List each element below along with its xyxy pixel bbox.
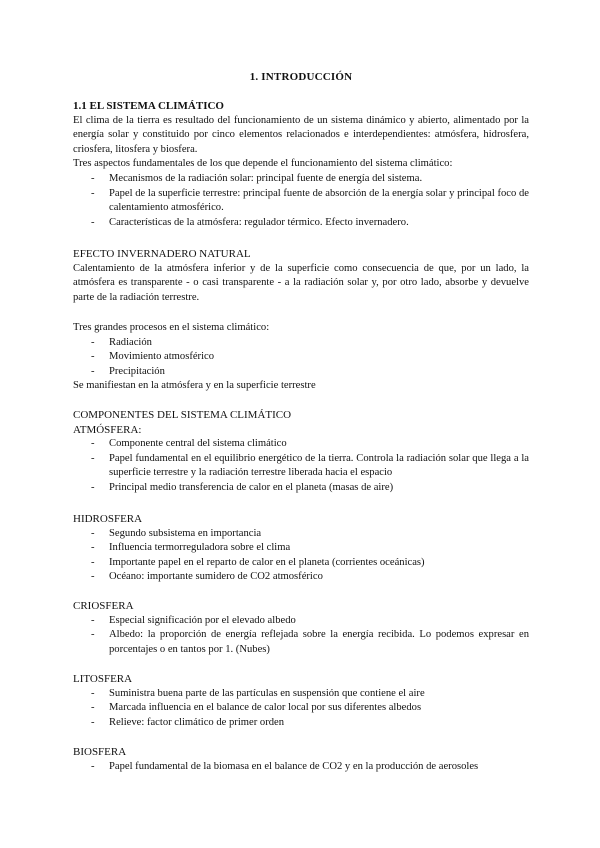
section-procesos — [73, 321, 529, 394]
section-criosfera — [73, 599, 529, 657]
list-item: - Papel de la superficie terrestre: principal fuente de absorción de la energía solar y principal foco de calentamiento atmosférico. — [73, 187, 529, 216]
section-componentes — [73, 408, 529, 496]
list-item: - Segundo subsistema en importancia — [73, 527, 529, 542]
list-item: - Especial significación por el elevado albedo — [73, 614, 529, 629]
list-item: - Importante papel en el reparto de calor en el planeta (corrientes oceánicas) — [73, 556, 529, 571]
criosfera-list — [73, 614, 529, 658]
procesos-list — [73, 336, 529, 380]
atmosfera-heading: ATMÓSFERA: — [73, 423, 142, 436]
atmosfera-list — [73, 437, 529, 495]
section-efecto-invernadero — [73, 247, 529, 305]
list-item: - Componente central del sistema climático — [73, 437, 529, 452]
intro-paragraph: El clima de la tierra es resultado del funcionamiento de un sistema dinámico y abierto, alimentado por la energía solar y constituido por cinco elementos relacionados e interdependientes: atmósfera, hidrosfera, criosfera, litosfera y biosfera. — [73, 114, 529, 155]
biosfera-list — [73, 760, 529, 775]
hidrosfera-list — [73, 527, 529, 585]
list-item: - Principal medio transferencia de calor en el planeta (masas de aire) — [73, 481, 529, 496]
section-heading: EFECTO INVERNADERO NATURAL — [73, 248, 251, 260]
list-item: - Influencia termorreguladora sobre el clima — [73, 541, 529, 556]
list-item: - Movimiento atmosférico — [73, 350, 529, 365]
aspects-list — [73, 172, 529, 230]
section-biosfera — [73, 745, 529, 774]
list-item: - Precipitación — [73, 365, 529, 380]
section-heading: COMPONENTES DEL SISTEMA CLIMÁTICO — [73, 409, 292, 421]
procesos-outro: Se manifiestan en la atmósfera y en la superficie terrestre — [73, 380, 316, 392]
list-item: - Radiación — [73, 336, 529, 351]
litosfera-heading: LITOSFERA — [73, 673, 133, 685]
section-hidrosfera — [73, 512, 529, 585]
section-heading: 1.1 EL SISTEMA CLIMÁTICO — [73, 100, 224, 112]
aspects-intro: Tres aspectos fundamentales de los que depende el funcionamiento del sistema climático: — [73, 158, 453, 170]
efecto-paragraph: Calentamiento de la atmósfera inferior y de la superficie como consecuencia de que, por un lado, la atmósfera es transparente - o casi transparente - a la radiación solar y, por otro lado, absorbe y devuelve parte de la radiación terrestre. — [73, 262, 529, 303]
list-item: - Suministra buena parte de las partículas en suspensión que contiene el aire — [73, 687, 529, 702]
section-sistema-climatico — [73, 99, 529, 230]
list-item: - Albedo: la proporción de energía reflejada sobre la energía recibida. Lo podemos expresar en porcentajes o en tantos por 1. (Nubes) — [73, 628, 529, 657]
list-item: - Características de la atmósfera: regulador térmico. Efecto invernadero. — [73, 216, 529, 231]
hidrosfera-heading: HIDROSFERA — [73, 513, 143, 525]
criosfera-heading: CRIOSFERA — [73, 600, 134, 612]
list-item: - Relieve: factor climático de primer orden — [73, 716, 529, 731]
list-item: - Océano: importante sumidero de CO2 atmosférico — [73, 570, 529, 585]
procesos-intro: Tres grandes procesos en el sistema climático: — [73, 322, 270, 333]
section-litosfera — [73, 672, 529, 730]
biosfera-heading: BIOSFERA — [73, 746, 127, 758]
list-item: - Papel fundamental de la biomasa en el balance de CO2 y en la producción de aerosoles — [73, 760, 529, 775]
list-item: - Marcada influencia en el balance de calor local por sus diferentes albedos — [73, 701, 529, 716]
page-title: 1. INTRODUCCIÓN — [249, 71, 353, 83]
litosfera-list — [73, 687, 529, 731]
list-item: - Papel fundamental en el equilibrio energético de la tierra. Controla la radiación solar que llega a la superficie terrestre y la radiación terrestre liberada hacia el espacio — [73, 452, 529, 481]
list-item: - Mecanismos de la radiación solar: principal fuente de energía del sistema. — [73, 172, 529, 187]
